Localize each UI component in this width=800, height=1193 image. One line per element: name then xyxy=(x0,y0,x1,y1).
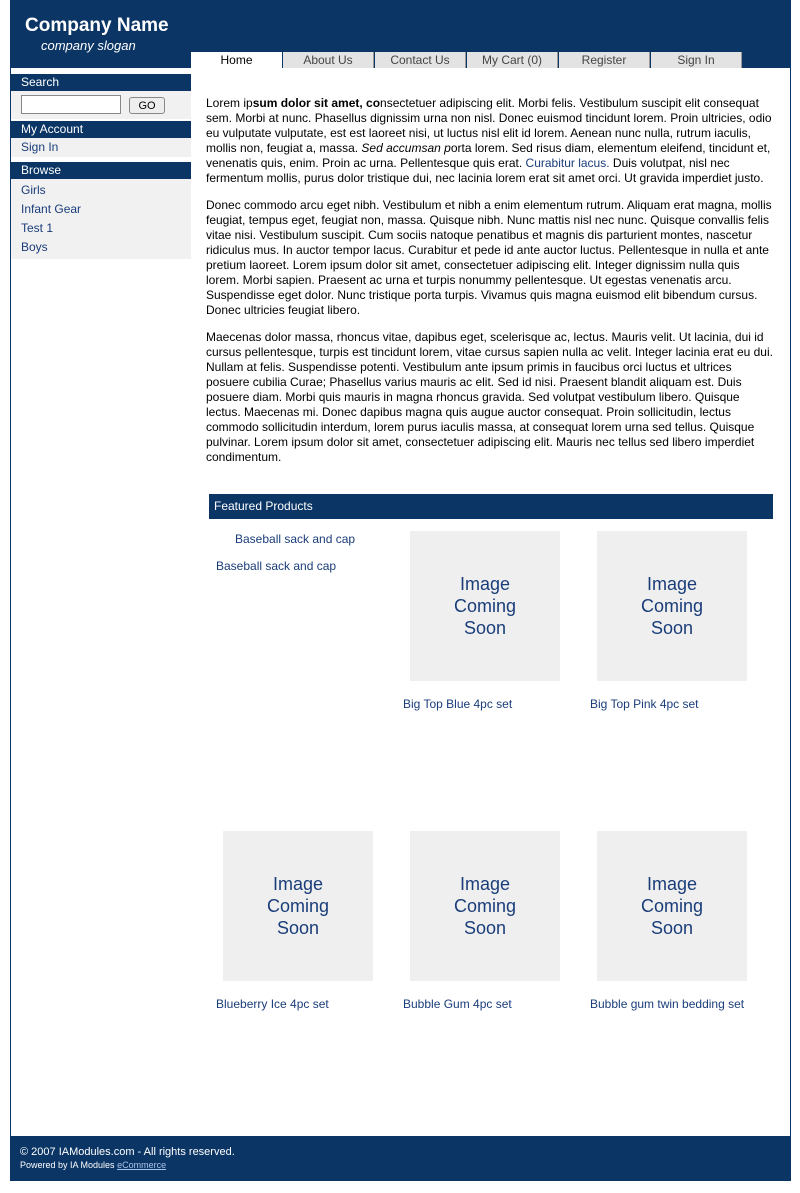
sidebar-item-boys[interactable]: Boys xyxy=(21,240,48,254)
product-link-baseball-sack-and-cap[interactable]: Baseball sack and cap xyxy=(216,559,337,573)
product-image-placeholder[interactable] xyxy=(410,531,560,681)
italic-text: Sed accumsan p xyxy=(361,141,451,155)
text-run: Duis volutpat, nisl nec fermentum mollis, purus dolor tristique dui, nec lacinia lorem erat sit amet orci. Ut gravida imperdiet justo. xyxy=(206,156,764,185)
sidebar-item-infant-gear[interactable]: Infant Gear xyxy=(21,202,82,216)
browse-list xyxy=(11,179,191,259)
broken-image-alt[interactable]: Baseball sack and cap xyxy=(235,532,356,546)
page-container xyxy=(10,0,791,1181)
main-content xyxy=(206,96,776,477)
go-button[interactable]: GO xyxy=(129,97,165,114)
tab-sign-in[interactable]: Sign In xyxy=(651,52,742,68)
text-run: orta lorem. Sed risus diam, elementum eleifend, tincidunt et, venenatis quis, enim. Proin ac urna. Pellentesque quis erat. xyxy=(206,141,771,170)
product-image-placeholder[interactable] xyxy=(597,531,747,681)
tab-register[interactable]: Register xyxy=(559,52,650,68)
site-footer xyxy=(11,1136,790,1180)
product-link-blueberry-ice[interactable]: Blueberry Ice 4pc set xyxy=(216,997,329,1011)
placeholder-text: Image Coming Soon xyxy=(266,874,330,938)
powered-by-text: Powered by IA Modules xyxy=(20,1160,118,1170)
my-account-list xyxy=(11,138,191,157)
intro-paragraph-1 xyxy=(206,96,776,186)
product-image-placeholder[interactable] xyxy=(223,831,373,981)
placeholder-text: Image Coming Soon xyxy=(453,874,517,938)
product-link-bubble-gum[interactable]: Bubble Gum 4pc set xyxy=(403,997,512,1011)
tab-contact-us[interactable]: Contact Us xyxy=(375,52,466,68)
tab-my-cart[interactable]: My Cart (0) xyxy=(467,52,558,68)
search-heading: Search xyxy=(11,74,191,91)
my-account-heading: My Account xyxy=(11,121,191,138)
tab-home[interactable]: Home xyxy=(191,52,282,68)
product-image-placeholder[interactable] xyxy=(597,831,747,981)
copyright-text: © 2007 IAModules.com - All rights reserved. xyxy=(20,1146,235,1158)
placeholder-text: Image Coming Soon xyxy=(640,874,704,938)
placeholder-text: Image Coming Soon xyxy=(453,574,517,638)
intro-paragraph-2: Donec commodo arcu eget nibh. Vestibulum et nibh a enim elementum rutrum. Aliquam erat magna, mollis feugiat, tempus eget, feugiat non, massa. Quisque nibh. Nunc mattis nisl nec nunc. Quisque convallis felis vitae nisi. Vestibulum suscipit. Cum sociis natoque penatibus et magnis dis parturient montes, nascetur ridiculus mus. In auctor tempor lacus. Curabitur et pede id ante auctor luctus. Pellentesque in nulla et ante pretium laoreet. Lorem ipsum dolor sit amet, consectetuer adipiscing elit. Integer dignissim nulla quis lorem. Morbi sapien. Praesent ac urna et turpis nonummy pellentesque. Ut egestas venenatis arcu. Suspendisse eget dolor. Nunc tristique porta turpis. Vivamus quis magna euismod elit bibendum cursus. Donec ultricies feugiat libero. xyxy=(206,198,772,317)
company-name[interactable]: Company Name xyxy=(25,15,169,36)
sidebar-item-sign-in[interactable]: Sign In xyxy=(21,140,59,154)
product-image-placeholder[interactable] xyxy=(410,831,560,981)
inline-link[interactable]: Curabitur lacus. xyxy=(525,156,610,170)
search-input[interactable] xyxy=(21,95,121,114)
powered-by xyxy=(20,1160,166,1170)
search-box xyxy=(11,91,191,119)
sidebar-item-girls[interactable]: Girls xyxy=(21,183,46,197)
placeholder-text: Image Coming Soon xyxy=(640,574,704,638)
ecommerce-link[interactable]: eCommerce xyxy=(117,1160,167,1170)
intro-paragraph-3: Maecenas dolor massa, rhoncus vitae, dapibus eget, scelerisque ac, lectus. Mauris velit. Ut lacinia, dui id cursus pellentesque, turpis est tincidunt lorem, vitae cursus sapien nulla ac velit. Integer lacinia erat eu dui. Nullam at felis. Suspendisse potenti. Vestibulum ante ipsum primis in faucibus orci luctus et ultrices posuere cubilia Curae; Phasellus varius mauris ac elit. Sed id nisi. Praesent blandit aliquam est. Duis posuere diam. Morbi quis mauris in magna rhoncus gravida. Sed volutpat vestibulum libero. Quisque lectus. Maecenas mi. Donec dapibus magna quis augue auctor consequat. Proin sollicitudin, lectus commodo sollicitudin interdum, lorem purus iaculis massa, at consequat lorem urna sed tellus. Quisque pulvinar. Lorem ipsum dolor sit amet, consectetuer adipiscing elit. Mauris nec tellus sed libero imperdiet condimentum. xyxy=(206,330,773,464)
sidebar-item-test-1[interactable]: Test 1 xyxy=(21,221,54,235)
product-link-big-top-pink[interactable]: Big Top Pink 4pc set xyxy=(590,697,699,711)
product-link-big-top-blue[interactable]: Big Top Blue 4pc set xyxy=(403,697,513,711)
product-link-bubble-gum-twin-bedding[interactable]: Bubble gum twin bedding set xyxy=(590,997,745,1011)
text-run: Lorem ip xyxy=(206,96,253,110)
text-run: nsectetuer adipiscing elit. Morbi felis. Vestibulum suscipit elit consequat sem. Morbi at nunc. Phasellus dignissim urna non nisl. Donec euismod tincidunt lorem. Proin ultricies, odio eu vulputate vulputate, est est laoreet nisi, ut luctus nisl elit id lorem. Aenean nunc nulla, rutrum iaculis, mollis non, feugiat a, massa. xyxy=(206,96,772,155)
browse-heading: Browse xyxy=(11,162,191,179)
company-slogan: company slogan xyxy=(41,38,136,53)
tab-about-us[interactable]: About Us xyxy=(283,52,374,68)
sidebar xyxy=(11,74,191,259)
bold-text: sum dolor sit amet, co xyxy=(252,96,381,110)
featured-products-heading: Featured Products xyxy=(209,494,773,519)
